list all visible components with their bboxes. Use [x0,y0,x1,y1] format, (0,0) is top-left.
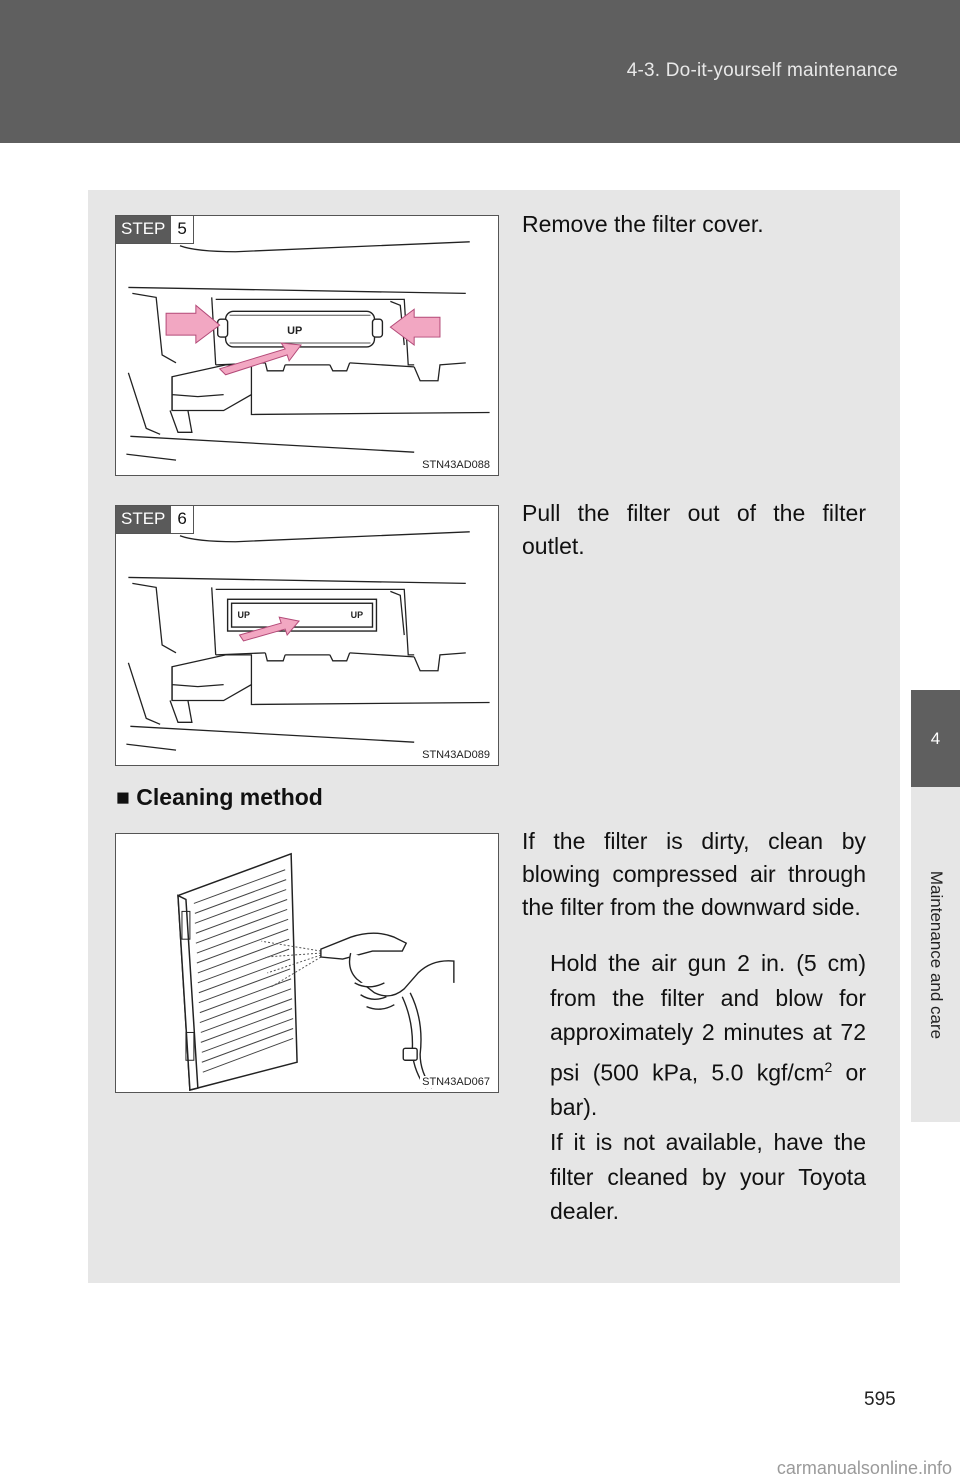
air-gun-note-end: or bar). [550,1059,867,1120]
air-gun-cleaning-drawing [116,834,498,1092]
step-6-badge [116,506,194,534]
up-label: UP [237,610,250,621]
up-label: UP [287,325,303,338]
air-gun-note-text: Hold the air gun 2 in. (5 cm) from the filter and blow for approximately 2 minutes at 72 psi (500 kPa, 5.0 kgf/cm [550,950,866,1086]
filter-cover-removal-drawing [116,216,498,475]
step-number: 5 [171,216,192,243]
step-5-instruction: Remove the filter cover. [522,211,764,237]
air-gun-note [550,946,866,1124]
superscript-2: 2 [824,1058,833,1075]
page-header [0,0,960,143]
step-number: 6 [171,506,192,533]
watermark: carmanualsonline.info [776,1458,952,1478]
section-title: 4-3. Do-it-yourself maintenance [626,60,898,81]
step-5-illustration [115,215,499,476]
cleaning-illustration [115,833,499,1093]
filter-pull-out-drawing [116,506,498,765]
step-label: STEP [116,506,171,533]
dealer-note: If it is not available, have the filter cleaned by your Toyota dealer. [550,1129,866,1224]
cleaning-instruction: If the filter is dirty, clean by blowing compressed air through the filter from the downward side. [522,828,866,920]
figure-code: STN43AD067 [422,1076,490,1088]
step-6-illustration [115,505,499,766]
figure-code: STN43AD089 [422,749,490,761]
step-label: STEP [116,216,171,243]
chapter-tab-label: Maintenance and care [926,870,946,1039]
up-label: UP [350,610,364,621]
page-number: 595 [864,1389,896,1410]
figure-code: STN43AD088 [422,459,490,471]
step-5-badge [116,216,194,244]
step-6-instruction: Pull the filter out of the filter outlet. [522,500,866,559]
chapter-tab [911,787,960,1122]
chapter-tab-number: 4 [911,690,960,787]
cleaning-method-heading: ■ Cleaning method [116,784,323,810]
